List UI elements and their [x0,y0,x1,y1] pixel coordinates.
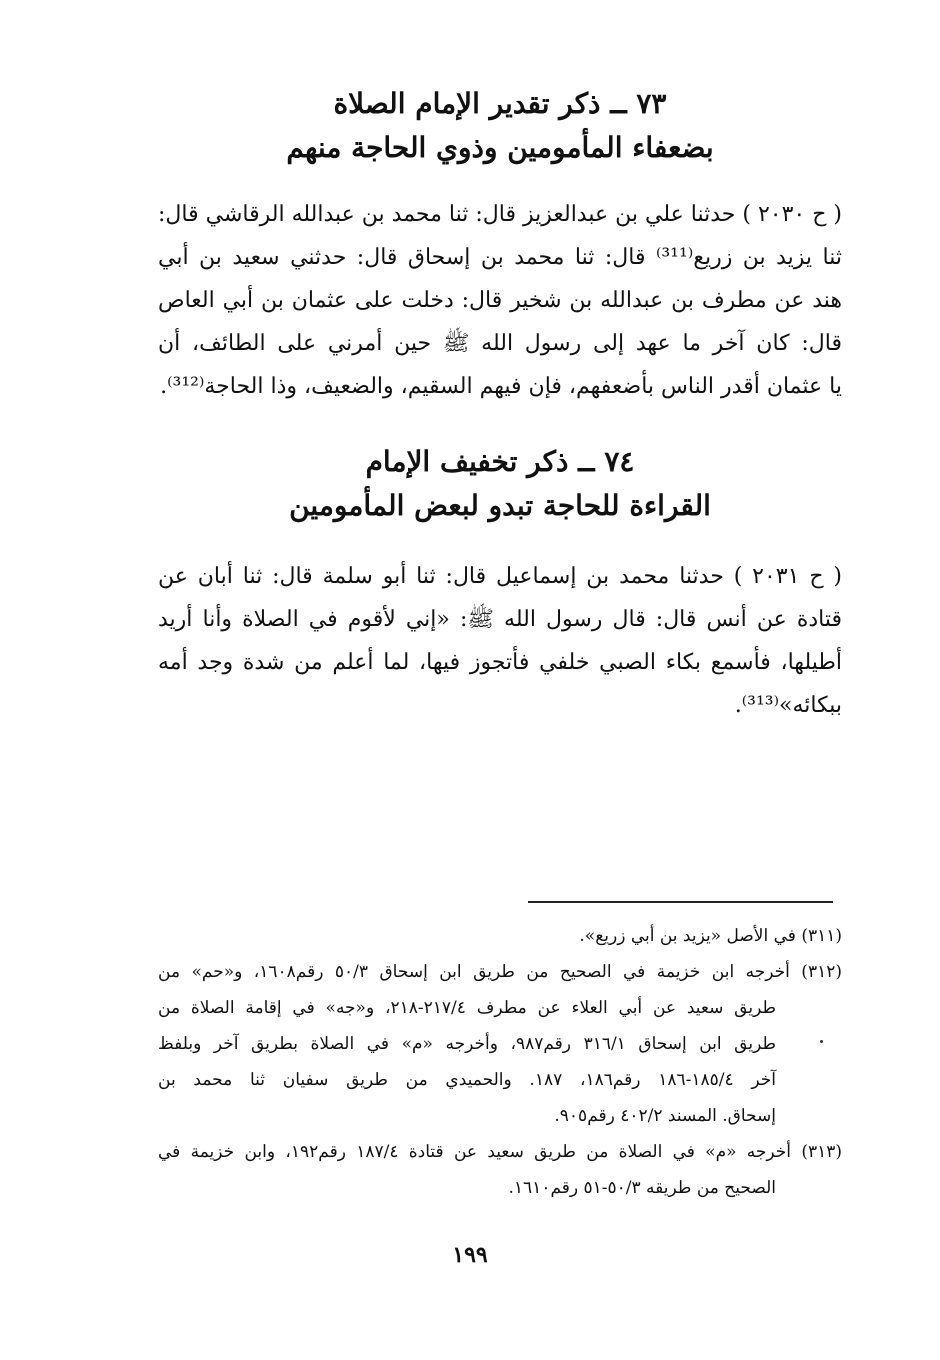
footnote-line: آخر ١٨٥/٤-١٨٦ رقم١٨٦، ١٨٧. والحميدي من طريق سفيان ثنا محمد بن [158,1070,777,1090]
hadith-2031-line: ( ح ٢٠٣١ ) حدثنا محمد بن إسماعيل قال: ثنا أبو سلمة قال: ثنا أبان عن [158,564,842,589]
footnote-line: طريق ابن إسحاق ٣١٦/١ رقم٩٨٧، وأخرجه «م» في الصلاة بطريق آخر وبلفظ [158,1034,776,1054]
footnote-separator [528,901,833,903]
section-73-title: ٧٣ ــ ذكر تقدير الإمام الصلاة [333,87,667,120]
section-73-subtitle: بضعفاء المأمومين وذوي الحاجة منهم [286,131,714,164]
hadith-2030-line: هند عن مطرف بن عبدالله بن شخير قال: دخلت على عثمان بن أبي العاص [158,288,842,313]
footnote-311 [158,918,842,954]
hadith-2031-line: ببكائه»⁽³¹³⁾. [734,693,842,718]
footnote-line: (٣١١) في الأصل «يزيد بن أبي زريع». [579,926,842,946]
hadith-2031-line: قتادة عن أنس قال: قال رسول الله ﷺ: «إني لأقوم في الصلاة وأنا أريد [158,607,842,632]
footnote-line: (٣١٢) أخرجه ابن خزيمة في الصحيح من طريق ابن إسحاق ٥٠/٣ رقم١٦٠٨، و«حم» من [158,962,842,982]
footnote-313 [158,1134,842,1206]
hadith-2030-line: قال: كان آخر ما عهد إلى رسول الله ﷺ حين أمرني على الطائف، أن [158,331,842,356]
footnote-line: إسحاق. المسند ٤٠٢/٢ رقم٩٠٥. [554,1106,776,1126]
hadith-2030-paragraph [158,193,842,408]
hadith-2030-line: ( ح ٢٠٣٠ ) حدثنا علي بن عبدالعزيز قال: ثنا محمد بن عبدالله الرقاشي قال: [158,202,842,227]
section-73-heading [160,82,840,170]
hadith-2031-line: أطيلها، فأسمع بكاء الصبي خلفي فأتجوز فيها، لما أعلم من شدة وجد أمه [158,650,842,675]
footnote-line: طريق سعيد عن أبي العلاء عن مطرف ٢١٧/٤-٢١٨، و«جه» في إقامة الصلاة من [158,998,777,1018]
hadith-2030-line: يا عثمان أقدر الناس بأضعفهم، فإن فيهم السقيم، والضعيف، وذا الحاجة⁽³¹²⁾. [160,374,842,399]
footnote-line: (٣١٣) أخرجه «م» في الصلاة من طريق سعيد عن قتادة ١٨٧/٤ رقم١٩٢، وابن خزيمة في [158,1142,842,1162]
hadith-2030-line: ثنا يزيد بن زريع⁽³¹¹⁾ قال: ثنا محمد بن إسحاق قال: حدثني سعيد بن أبي [158,245,842,270]
footnote-312 [158,954,842,1134]
section-74-subtitle: القراءة للحاجة تبدو لبعض المأمومين [289,489,711,522]
section-74-heading [160,440,840,528]
section-74-title: ٧٤ ــ ذكر تخفيف الإمام [365,445,635,478]
footnote-line: الصحيح من طريقه ٥٠/٣-٥١ رقم١٦١٠. [508,1178,776,1198]
footnotes [158,918,842,1206]
print-speck [820,1040,823,1043]
hadith-2031-paragraph [158,555,842,727]
page-number: ١٩٩ [452,1242,488,1268]
